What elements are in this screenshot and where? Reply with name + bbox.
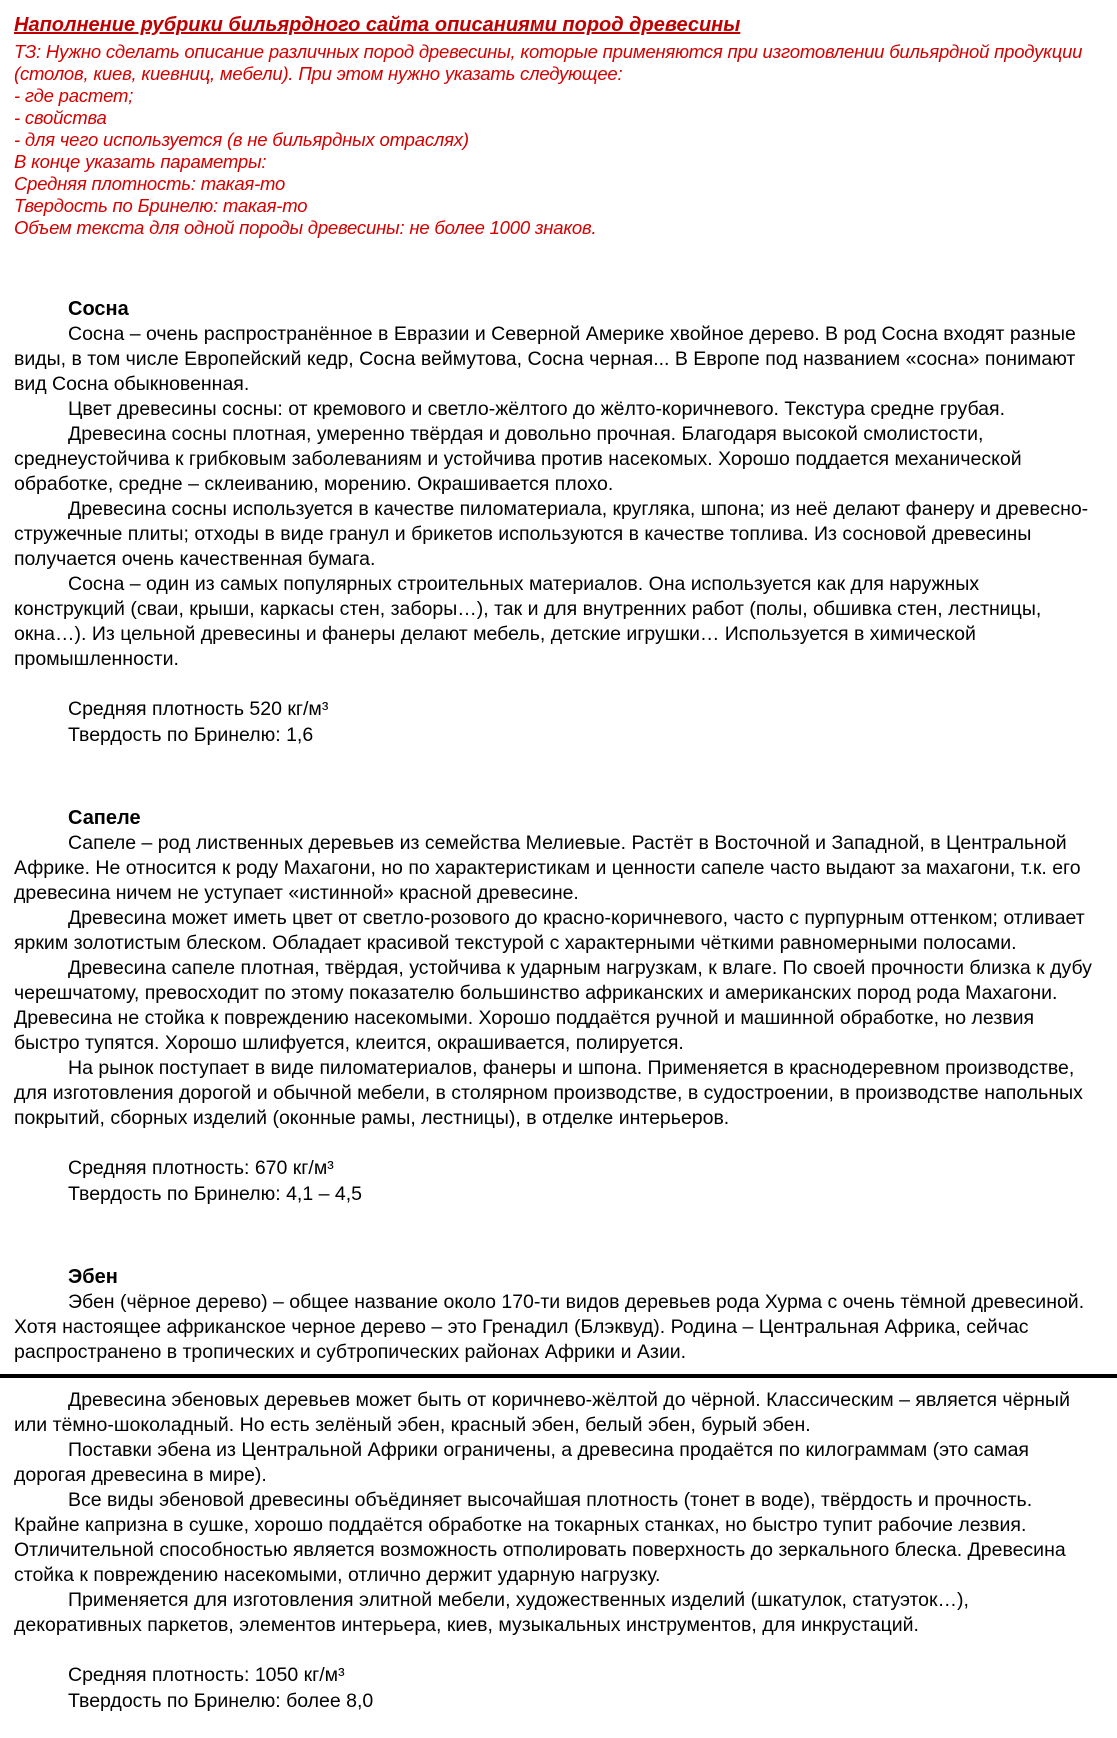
brief-line: Твердость по Бринелю: такая-то [14,195,308,216]
section-heading: Эбен [68,1266,118,1288]
paragraph: Сосна – очень распространённое в Евразии и Северной Америке хвойное дерево. В род Сосна входят разные виды, в том числе Европейский кедр, Сосна веймутова, Сосна черная... В Европе под названием «сосна» понимают вид Сосна обыкновенная. [14,323,1076,395]
param-line: Средняя плотность: 1050 кг/м³ [68,1664,345,1686]
section-heading: Сосна [68,298,129,320]
paragraph: На рынок поступает в виде пиломатериалов, фанеры и шпона. Применяется в краснодеревном производстве, для изготовления дорогой и обычной мебели, в столярном производстве, в судостроении, в производстве напольных покрытий, сборных изделий (оконные рамы, лестницы), в отделке интерьеров. [14,1057,1083,1129]
param-line: Твердость по Бринелю: 4,1 – 4,5 [68,1183,362,1205]
wood-section [14,1265,1095,1714]
brief-line: ТЗ: Нужно сделать описание различных пород древесины, которые применяются при изготовлении бильярдной продукции (столов, киев, киевниц, мебели). При этом нужно указать следующее: [14,41,1083,84]
param-line: Средняя плотность: 670 кг/м³ [68,1157,334,1179]
brief-line: В конце указать параметры: [14,151,267,172]
paragraph: Эбен (чёрное дерево) – общее название около 170-ти видов деревьев рода Хурма с очень тёмной древесиной. Хотя настоящее африканское черное дерево – это Гренадил (Блэквуд). Родина – Центральная Африка, сейчас распространено в тропических и субтропических районах Африки и Азии. [14,1291,1085,1363]
brief-line: - где растет; [14,85,134,106]
brief-line: Средняя плотность: такая-то [14,173,286,194]
paragraph: Древесина сосны используется в качестве пиломатериала, кругляка, шпона; из неё делают фанеру и древесно-стружечные плиты; отходы в виде гранул и брикетов используются в качестве топлива. Из сосновой древесины получается очень качественная бумага. [14,498,1089,570]
section-heading: Сапеле [68,807,141,829]
paragraph: Поставки эбена из Центральной Африки ограничены, а древесина продаётся по килограммам (это самая дорогая древесина в мире). [14,1439,1029,1486]
paragraph: Древесина сосны плотная, умеренно твёрдая и довольно прочная. Благодаря высокой смолистости, среднеустойчива к грибковым заболеваниям и устойчива против насекомых. Хорошо поддается механической обработке, средне – склеиванию, морению. Окрашивается плохо. [14,423,1022,495]
param-line: Твердость по Бринелю: 1,6 [68,724,314,746]
params-block [14,1155,1095,1207]
paragraph: Древесина эбеновых деревьев может быть от коричнево-жёлтой до чёрной. Классическим – является чёрный или тёмно-шоколадный. Но есть зелёный эбен, красный эбен, белый эбен, бурый эбен. [14,1389,1070,1436]
paragraph: Сапеле – род лиственных деревьев из семейства Мелиевые. Растёт в Восточной и Западной, в Центральной Африке. Не относится к роду Махагони, но по характеристикам и ценности сапеле часто выдают за махагони, т.к. его древесина ничем не уступает «истинной» красной древесине. [14,832,1081,904]
document-title: Наполнение рубрики бильярдного сайта описаниями пород древесины [14,14,741,36]
sections-container [14,297,1095,1714]
params-block [14,1662,1095,1714]
wood-section [14,806,1095,1207]
paragraph: Цвет древесины сосны: от кремового и светло-жёлтого до жёлто-коричневого. Текстура средне грубая. [68,398,1006,420]
page-break-divider [0,1374,1117,1378]
paragraph: Сосна – один из самых популярных строительных материалов. Она используется как для наружных конструкций (сваи, крыши, каркасы стен, заборы…), так и для внутренних работ (полы, обшивка стен, лестницы, окна…). Из цельной древесины и фанеры делают мебель, детские игрушки… Используется в химической промышленности. [14,573,1042,670]
brief-line: - для чего используется (в не бильярдных отраслях) [14,129,469,150]
paragraph: Древесина сапеле плотная, твёрдая, устойчива к ударным нагрузкам, к влаге. По своей прочности близка к дубу черешчатому, превосходит по этому показателю большинство африканских и американских пород рода Махагони. Древесина не стойка к повреждению насекомыми. Хорошо поддаётся ручной и машинной обработке, но лезвия быстро тупятся. Хорошо шлифуется, клеится, окрашивается, полируется. [14,957,1092,1054]
brief-line: - свойства [14,107,107,128]
param-line: Средняя плотность 520 кг/м³ [68,698,329,720]
param-line: Твердость по Бринелю: более 8,0 [68,1690,374,1712]
paragraph: Применяется для изготовления элитной мебели, художественных изделий (шкатулок, статуэток…), декоративных паркетов, элементов интерьера, киев, музыкальных инструментов, для инкрустаций. [14,1589,969,1636]
paragraph: Все виды эбеновой древесины объёдиняет высочайшая плотность (тонет в воде), твёрдость и прочность. Крайне капризна в сушке, хорошо поддаётся обработке на токарных станках, но быстро тупит рабочие лезвия. Отличительной способностью является возможность отполировать поверхность до зеркального блеска. Древесина стойка к повреждению насекомыми, отлично держит ударную нагрузку. [14,1489,1066,1586]
brief-line: Объем текста для одной породы древесины: не более 1000 знаков. [14,217,597,238]
brief-block [14,41,1095,239]
paragraph: Древесина может иметь цвет от светло-розового до красно-коричневого, часто с пурпурным оттенком; отливает ярким золотистым блеском. Обладает красивой текстурой с характерными чёткими равномерными полосами. [14,907,1085,954]
params-block [14,696,1095,748]
wood-section [14,297,1095,748]
